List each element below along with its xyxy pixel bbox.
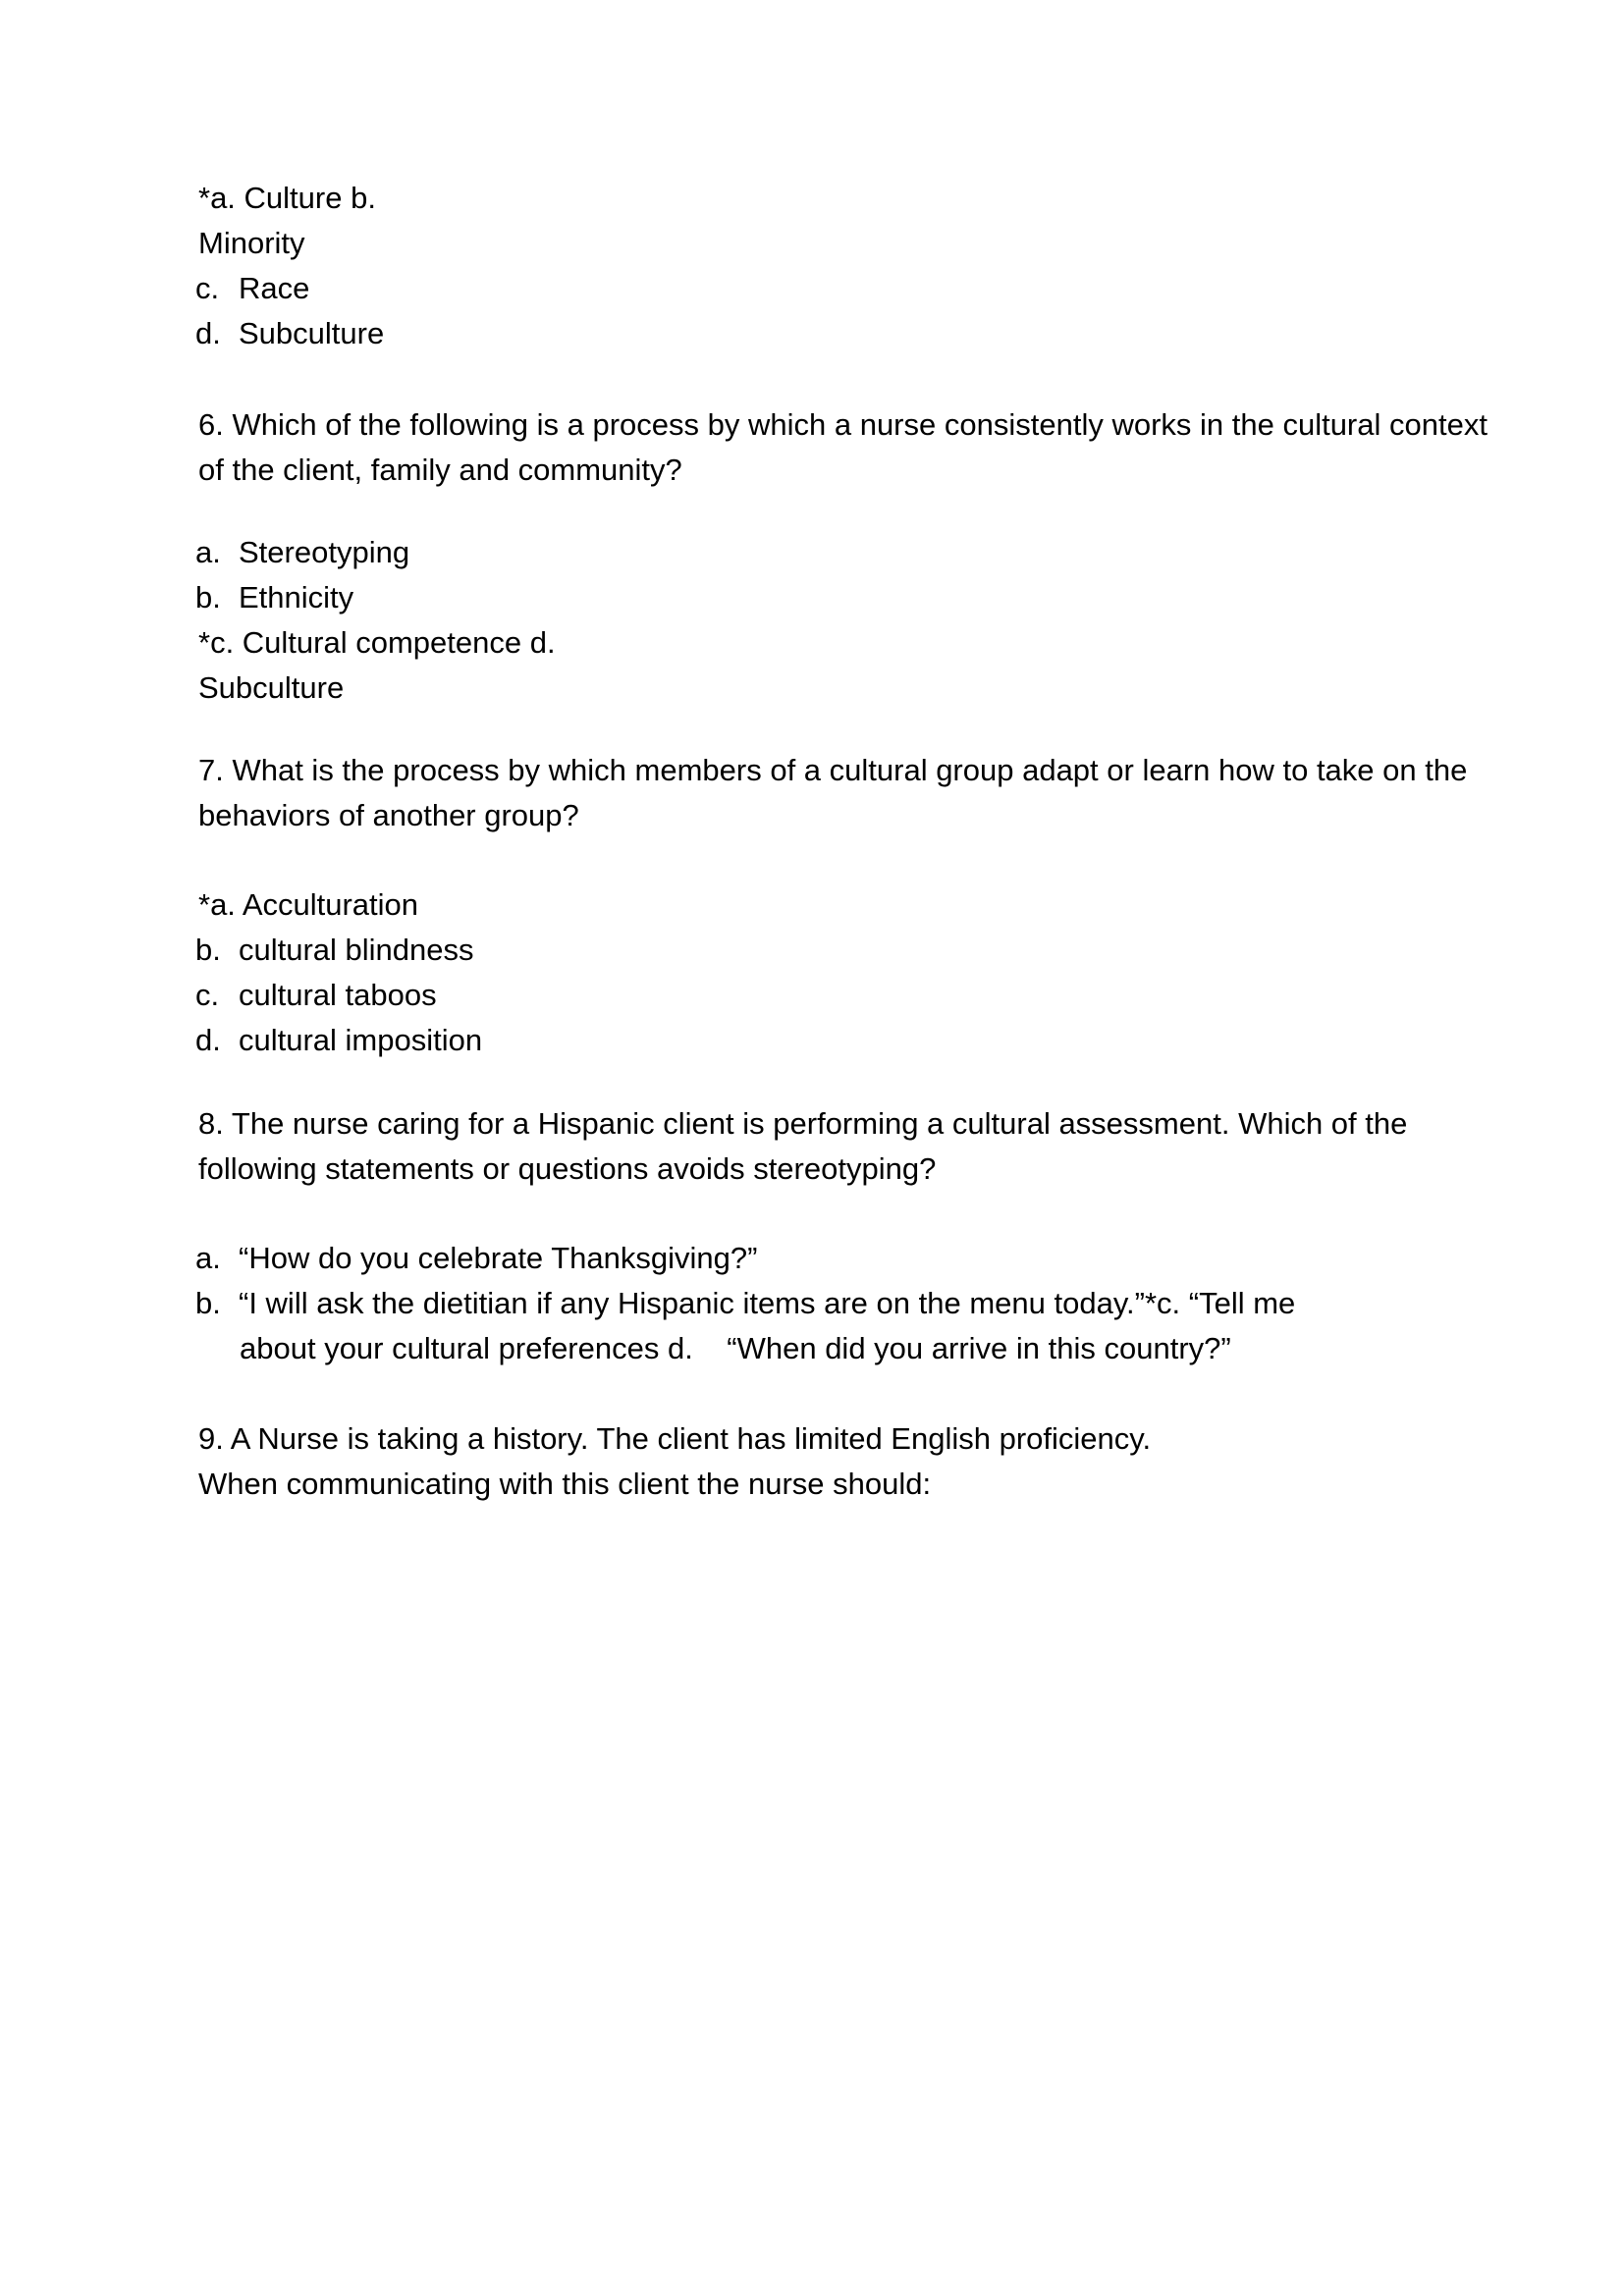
q5-answer-line: *a. Culture b. [198, 181, 376, 215]
q6-option-a [195, 530, 409, 575]
option-text: cultural imposition [239, 1023, 483, 1057]
q7-option-d [195, 1018, 482, 1063]
option-text: Ethnicity [239, 580, 354, 614]
option-marker: d. [195, 316, 221, 350]
q7-answer-line: *a. Acculturation [198, 887, 419, 922]
q6-option-b [195, 575, 353, 620]
option-text: Subculture [239, 316, 385, 350]
q6-stem-line-1: 6. Which of the following is a process by which a nurse consistently works in the cultural context [198, 407, 1488, 442]
option-text: cultural blindness [239, 933, 474, 967]
option-text: Stereotyping [239, 535, 410, 569]
q5-option-b-text: Minority [198, 226, 305, 260]
q7-option-c [195, 973, 437, 1018]
option-text: Race [239, 271, 310, 305]
q7-option-b [195, 928, 474, 973]
q8-stem-line-1: 8. The nurse caring for a Hispanic client is performing a cultural assessment. Which of the [198, 1106, 1408, 1141]
option-marker: b. [195, 1286, 221, 1320]
option-marker: a. [195, 535, 221, 569]
q6-stem-line-2: of the client, family and community? [198, 453, 682, 487]
option-text: cultural taboos [239, 978, 437, 1012]
q7-stem-line-1: 7. What is the process by which members of a cultural group adapt or learn how to take on the [198, 753, 1468, 787]
option-text: “I will ask the dietitian if any Hispanic items are on the menu today.”*c. “Tell me [239, 1286, 1296, 1320]
q9-stem-line-2: When communicating with this client the nurse should: [198, 1467, 932, 1501]
option-text: “How do you celebrate Thanksgiving?” [239, 1241, 758, 1275]
q8-option-b [195, 1281, 1295, 1326]
option-marker: b. [195, 580, 221, 614]
option-marker: c. [195, 978, 220, 1012]
option-marker: c. [195, 271, 220, 305]
q8-option-a [195, 1236, 757, 1281]
q6-option-d-text: Subculture [198, 670, 345, 705]
q6-answer-line: *c. Cultural competence d. [198, 625, 556, 660]
option-marker: b. [195, 933, 221, 967]
q7-stem-line-2: behaviors of another group? [198, 798, 579, 832]
q9-stem-line-1: 9. A Nurse is taking a history. The client has limited English proficiency. [198, 1421, 1152, 1456]
q5-option-d [195, 311, 384, 356]
q5-option-c [195, 266, 309, 311]
option-marker: d. [195, 1023, 221, 1057]
q8-stem-line-2: following statements or questions avoids stereotyping? [198, 1151, 937, 1186]
q8-options-continuation: about your cultural preferences d. “When did you arrive in this country?” [240, 1331, 1231, 1365]
option-marker: a. [195, 1241, 221, 1275]
